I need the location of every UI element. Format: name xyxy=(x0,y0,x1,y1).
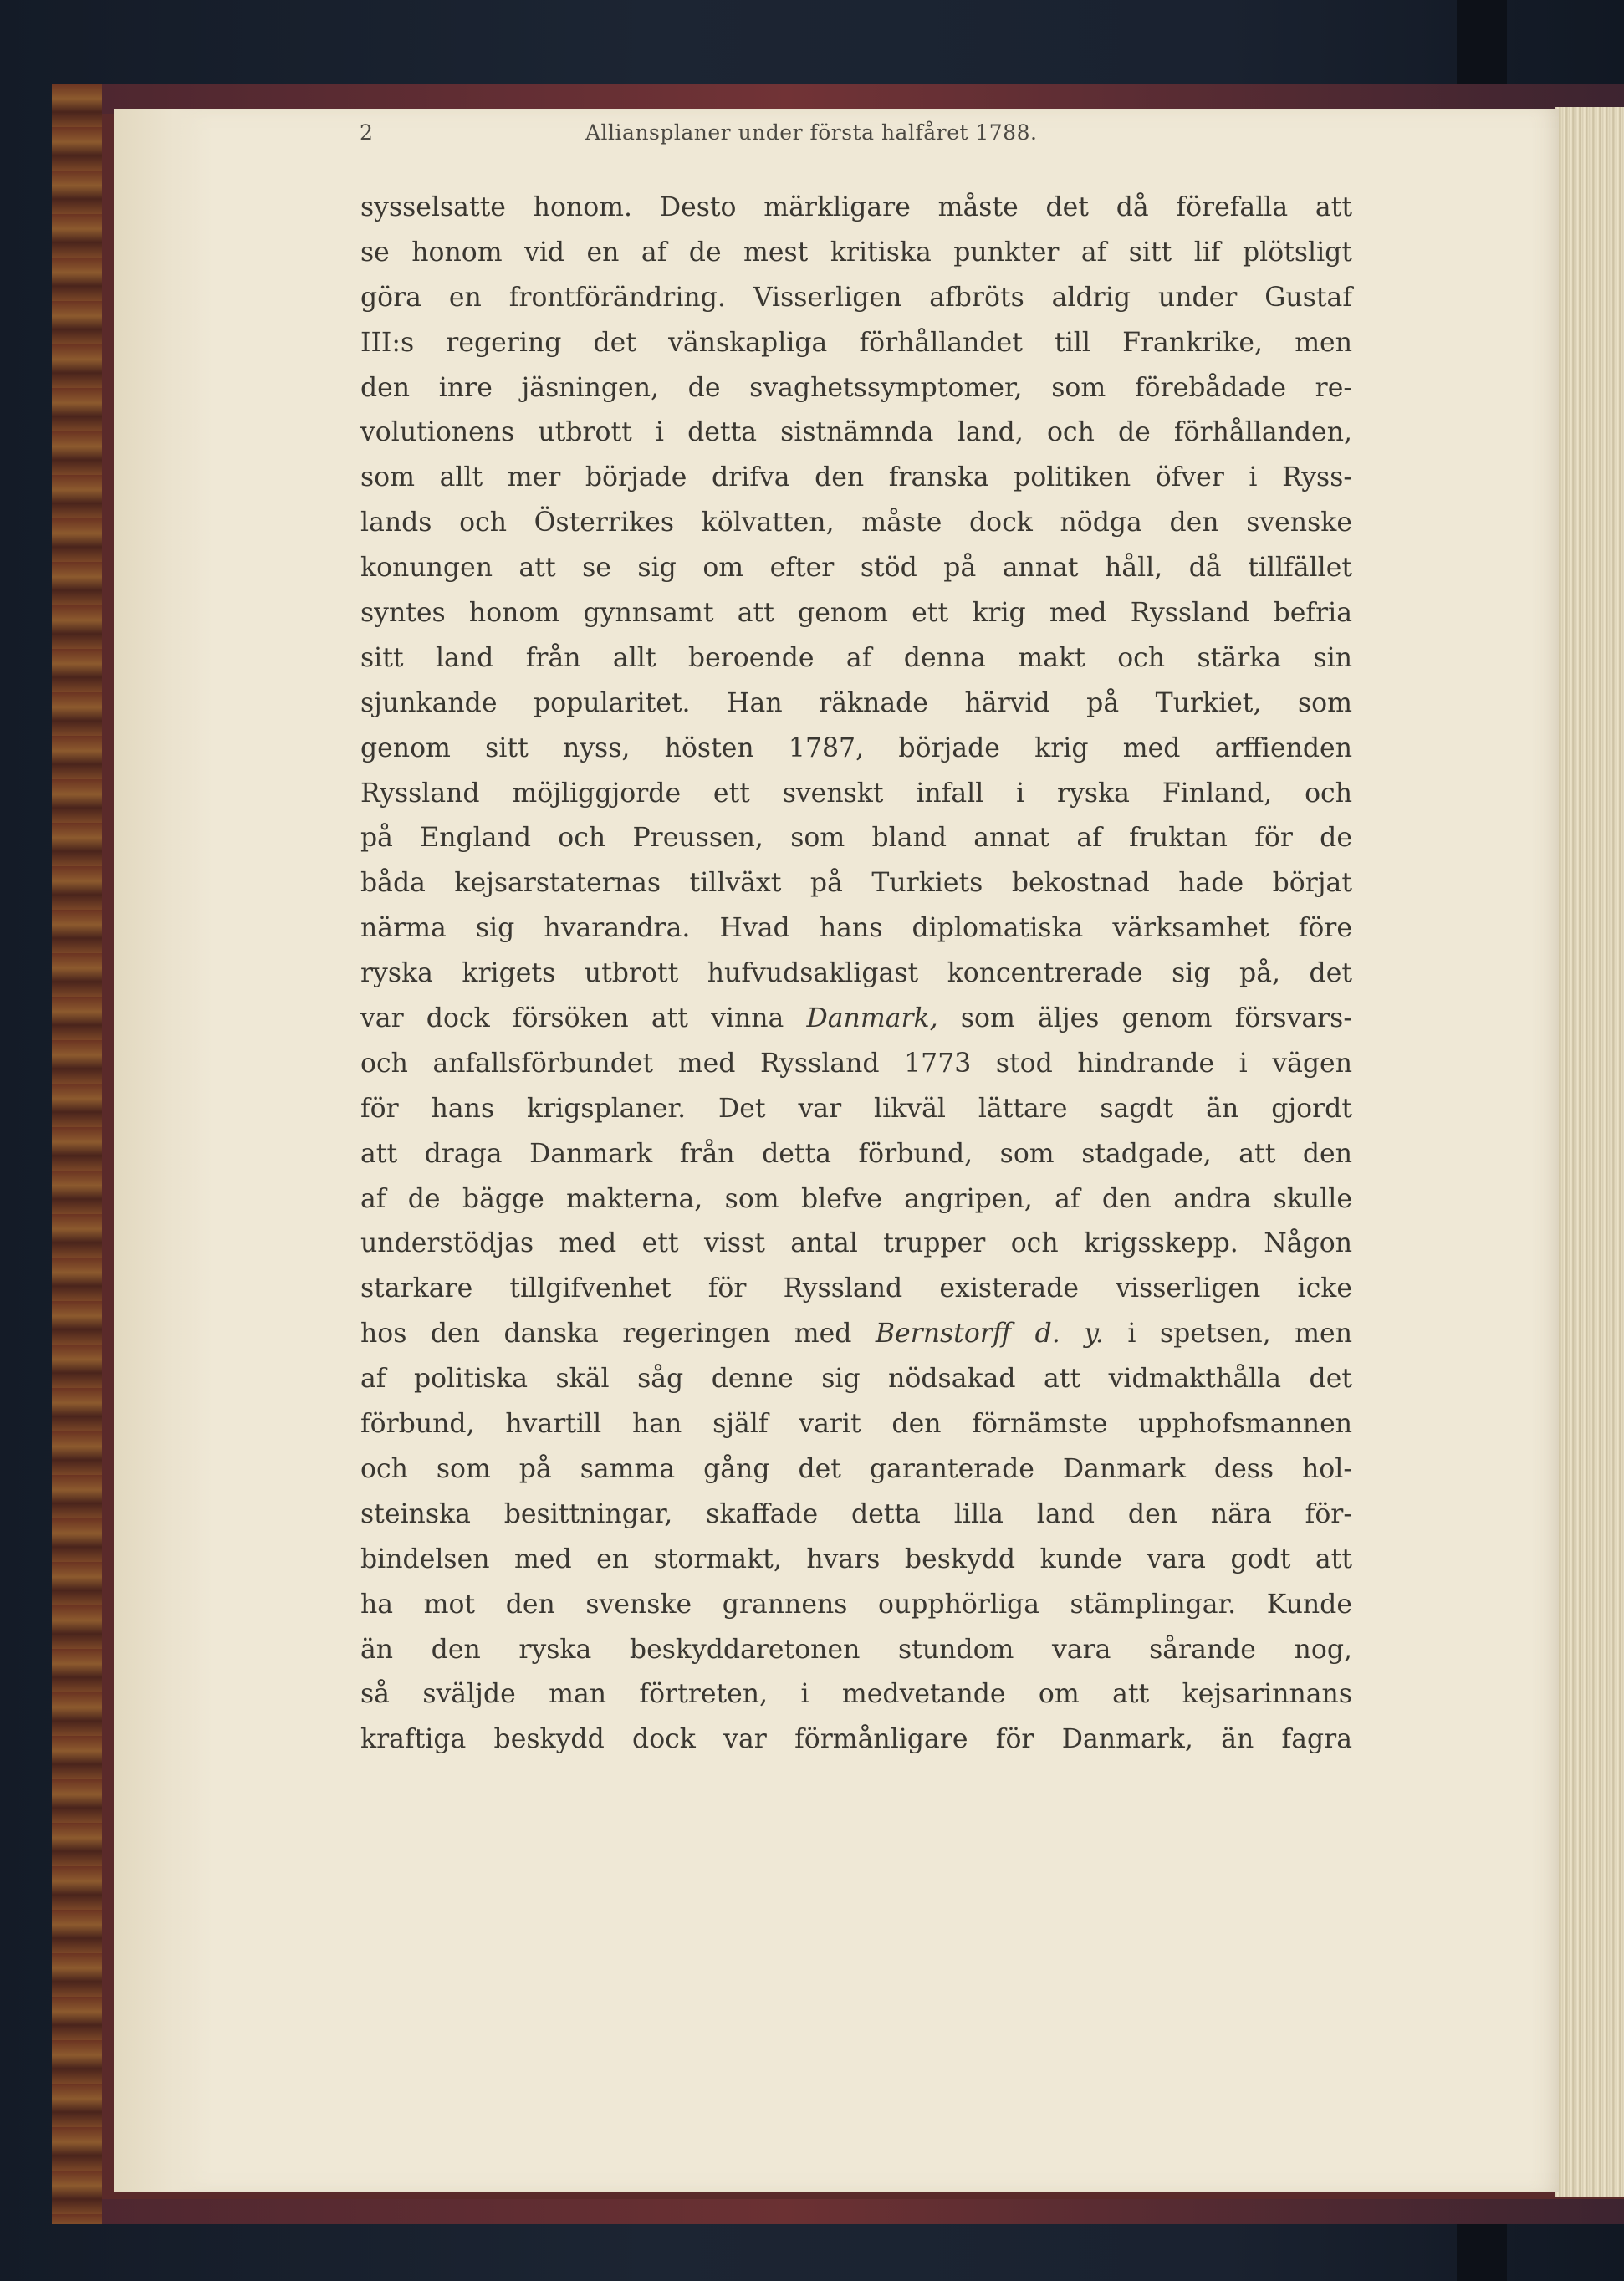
text-line: lands och Österrikes kölvatten, måste dock nödga den svenske xyxy=(360,508,1352,538)
text-line: som allt mer började drifva den franska politiken öfver i Ryss- xyxy=(360,462,1352,493)
text-line: konungen att se sig om efter stöd på annat håll, då tillfället xyxy=(360,553,1352,584)
text-line: sjunkande popularitet. Han räknade härvid på Turkiet, som xyxy=(360,687,1352,718)
text-line: göra en frontförändring. Visserligen afbröts aldrig under Gustaf xyxy=(360,282,1352,313)
text-line: syntes honom gynnsamt att genom ett krig med Ryssland befria xyxy=(360,598,1352,629)
page-header xyxy=(360,120,1196,154)
text-line: understödjas med ett visst antal trupper och krigsskepp. Någon xyxy=(360,1228,1352,1259)
text-line: att draga Danmark från detta förbund, som stadgade, att den xyxy=(360,1138,1352,1169)
text-line: Ryssland möjliggjorde ett svenskt infall i ryska Finland, och xyxy=(360,778,1352,809)
book-spine-edge xyxy=(52,84,102,2224)
text-line: närma sig hvarandra. Hvad hans diplomatiska värksamhet före xyxy=(360,913,1352,944)
text-line: båda kejsarstaternas tillväxt på Turkiets bekostnad hade börjat xyxy=(360,868,1352,899)
text-line: volutionens utbrott i detta sistnämnda land, och de förhållanden, xyxy=(360,417,1352,448)
text-line: starkare tillgifvenhet för Ryssland existerade visserligen icke xyxy=(360,1273,1352,1304)
text-line: steinska besittningar, skaffade detta lilla land den nära för- xyxy=(360,1498,1352,1529)
text-line: se honom vid en af de mest kritiska punkter af sitt lif plötsligt xyxy=(360,237,1352,268)
text-line: bindelsen med en stormakt, hvars beskydd kunde vara godt att xyxy=(360,1544,1352,1574)
page-edges xyxy=(1555,107,1624,2197)
text-line: än den ryska beskyddaretonen stundom vara sårande nog, xyxy=(360,1634,1352,1665)
page-number: 2 xyxy=(360,120,373,145)
text-line: och som på samma gång det garanterade Danmark dess hol- xyxy=(360,1453,1352,1484)
text-line: förbund, hvartill han själf varit den förnämste upphofsmannen xyxy=(360,1409,1352,1440)
text-line: af de bägge makterna, som blefve angripen, af den andra skulle xyxy=(360,1183,1352,1214)
text-line: på England och Preussen, som bland annat af fruktan för de xyxy=(360,823,1352,854)
cover-bottom-band xyxy=(102,2199,1624,2224)
text-line: så sväljde man förtreten, i medvetande om att kejsarinnans xyxy=(360,1679,1352,1710)
text-line: genom sitt nyss, hösten 1787, började krig med arffienden xyxy=(360,732,1352,763)
text-line: sysselsatte honom. Desto märkligare måste det då förefalla att xyxy=(360,192,1352,222)
running-title: Alliansplaner under första halfåret 1788. xyxy=(585,120,1038,145)
body-text xyxy=(360,186,1352,1763)
text-line: hos den danska regeringen med Bernstorff d. y. i spetsen, men xyxy=(360,1319,1352,1350)
text-line: ryska krigets utbrott hufvudsakligast koncentrerade sig på, det xyxy=(360,958,1352,989)
text-line: sitt land från allt beroende af denna makt och stärka sin xyxy=(360,642,1352,673)
text-line: var dock försöken att vinna Danmark, som äljes genom försvars- xyxy=(360,1003,1352,1034)
text-line: ha mot den svenske grannens oupphörliga stämplingar. Kunde xyxy=(360,1589,1352,1620)
text-line: af politiska skäl såg denne sig nödsakad att vidmakthålla det xyxy=(360,1364,1352,1395)
text-line: och anfallsförbundet med Ryssland 1773 stod hindrande i vägen xyxy=(360,1048,1352,1079)
text-line: III:s regering det vänskapliga förhållandet till Frankrike, men xyxy=(360,327,1352,358)
page-gutter-shadow xyxy=(114,109,214,2192)
text-line: kraftiga beskydd dock var förmånligare för Danmark, än fagra xyxy=(360,1724,1352,1755)
text-line: den inre jäsningen, de svaghetssymptomer, som förebådade re- xyxy=(360,372,1352,403)
text-line: för hans krigsplaner. Det var likväl lättare sagdt än gjordt xyxy=(360,1093,1352,1124)
